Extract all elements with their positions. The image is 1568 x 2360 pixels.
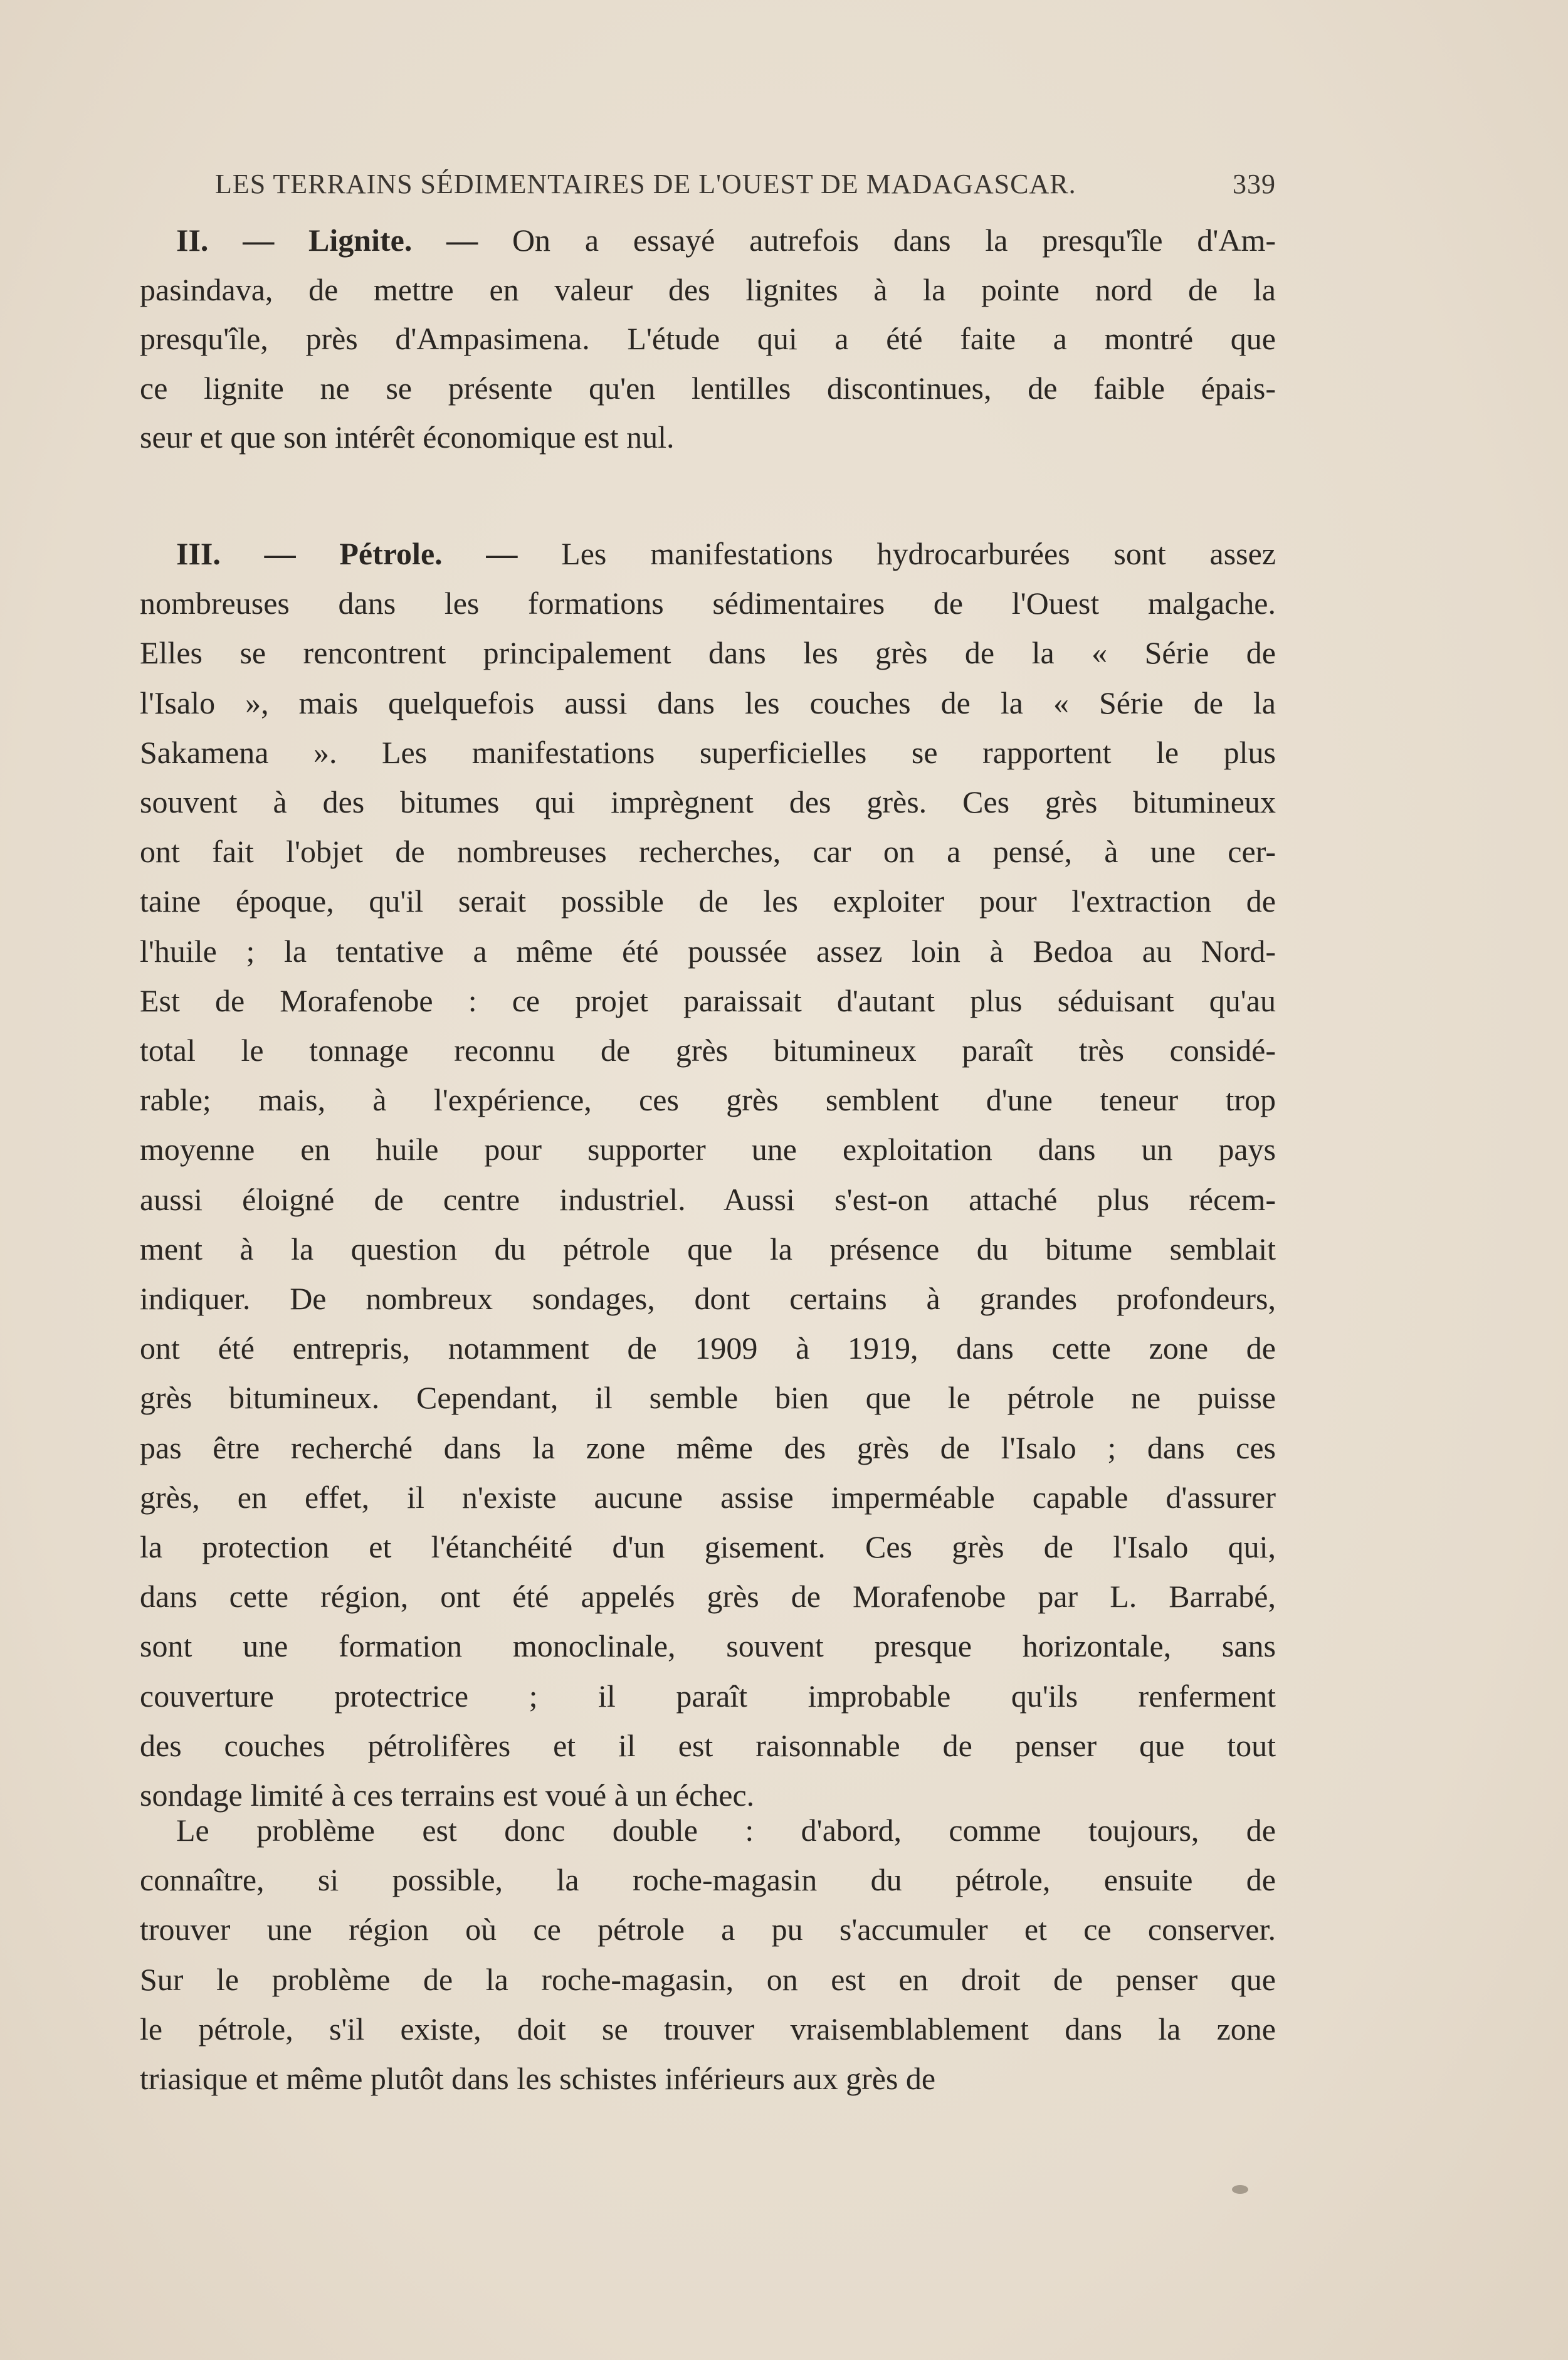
- line-content: [140, 681, 1276, 725]
- line-content: [176, 532, 1276, 576]
- line-text: grès, en effet, il n'existe aucune assise imperméable capable d'assurer: [140, 1479, 1276, 1515]
- text-line: [140, 1227, 1276, 1271]
- text-line: [140, 1475, 1276, 1519]
- line-content: [140, 1475, 1276, 1519]
- line-content: [140, 631, 1276, 675]
- text-line: [176, 218, 1276, 262]
- line-content: [176, 218, 1276, 262]
- line-text: triasique et même plutôt dans les schistes inférieurs aux grès de: [140, 2061, 936, 2096]
- text-line: [140, 2007, 1276, 2051]
- line-text: taine époque, qu'il serait possible de les exploiter pour l'extraction de: [140, 883, 1276, 919]
- line-content: [140, 1858, 1276, 1902]
- line-text: couverture protectrice ; il paraît improbable qu'ils renferment: [140, 1678, 1276, 1714]
- line-text: le pétrole, s'il existe, doit se trouver vraisemblablement dans la zone: [140, 2011, 1276, 2047]
- text-line: [140, 317, 1276, 361]
- line-content: [140, 1957, 1276, 2001]
- text-line: [140, 830, 1276, 873]
- text-line: [140, 929, 1276, 973]
- line-content: [140, 1624, 1276, 1668]
- line-text: aussi éloigné de centre industriel. Aussi s'est-on attaché plus récem-: [140, 1181, 1276, 1217]
- line-text: dans cette région, ont été appelés grès de Morafenobe par L. Barrabé,: [140, 1579, 1276, 1615]
- line-text: Les manifestations hydrocarburées sont assez: [561, 536, 1276, 571]
- line-content: [140, 415, 1276, 459]
- line-content: [140, 780, 1276, 824]
- text-line: [140, 1724, 1276, 1767]
- line-content: [140, 1525, 1276, 1569]
- text-line: [140, 1326, 1276, 1370]
- line-content: [140, 1574, 1276, 1618]
- line-text: ce lignite ne se présente qu'en lentilles discontinues, de faible épais-: [140, 370, 1276, 406]
- text-line: [140, 1957, 1276, 2001]
- text-line: [140, 1028, 1276, 1072]
- line-content: [140, 1326, 1276, 1370]
- text-line: [140, 1907, 1276, 1951]
- text-line: [140, 1127, 1276, 1171]
- line-content: [140, 2057, 1276, 2100]
- text-line: [140, 415, 1276, 459]
- line-text: l'huile ; la tentative a même été poussée assez loin à Bedoa au Nord-: [140, 933, 1276, 969]
- line-text: grès bitumineux. Cependant, il semble bien que le pétrole ne puisse: [140, 1380, 1276, 1416]
- running-title: LES TERRAINS SÉDIMENTAIRES DE L'OUEST DE MADAGASCAR.: [215, 169, 1076, 199]
- line-content: [140, 1724, 1276, 1767]
- text-line: [140, 1574, 1276, 1618]
- line-content: [140, 1078, 1276, 1122]
- ink-speck: [1232, 2185, 1248, 2194]
- line-text: Sur le problème de la roche-magasin, on est en droit de penser que: [140, 1961, 1276, 1997]
- text-line: [140, 979, 1276, 1023]
- text-line: [140, 268, 1276, 312]
- line-content: [140, 1426, 1276, 1470]
- text-line: [140, 681, 1276, 725]
- line-text: des couches pétrolifères et il est raisonnable de penser que tout: [140, 1727, 1276, 1763]
- section-heading: III. — Pétrole. —: [176, 536, 518, 571]
- line-text: seur et que son intérêt économique est nul.: [140, 419, 675, 455]
- text-line: [140, 730, 1276, 774]
- line-text: la protection et l'étanchéité d'un gisement. Ces grès de l'Isalo qui,: [140, 1529, 1276, 1564]
- line-content: [140, 730, 1276, 774]
- text-line: [176, 532, 1276, 576]
- text-line: [140, 1525, 1276, 1569]
- line-content: [140, 1028, 1276, 1072]
- line-text: pasindava, de mettre en valeur des lignites à la pointe nord de la: [140, 271, 1276, 307]
- line-content: [140, 1227, 1276, 1271]
- line-text: indiquer. De nombreux sondages, dont certains à grandes profondeurs,: [140, 1281, 1276, 1316]
- line-text: total le tonnage reconnu de grès bitumineux paraît très considé-: [140, 1033, 1276, 1068]
- line-text: Le problème est donc double : d'abord, comme toujours, de: [176, 1813, 1276, 1848]
- text-line: [140, 1858, 1276, 1902]
- line-content: [140, 1674, 1276, 1718]
- text-line: [140, 631, 1276, 675]
- text-line: [140, 1624, 1276, 1668]
- text-line: [176, 1808, 1276, 1852]
- text-line: [140, 780, 1276, 824]
- line-content: [140, 1177, 1276, 1221]
- line-text: moyenne en huile pour supporter une exploitation dans un pays: [140, 1132, 1276, 1167]
- line-content: [140, 366, 1276, 410]
- line-content: [140, 268, 1276, 312]
- line-text: connaître, si possible, la roche-magasin du pétrole, ensuite de: [140, 1862, 1276, 1898]
- text-line: [140, 581, 1276, 625]
- line-text: souvent à des bitumes qui imprègnent des grès. Ces grès bitumineux: [140, 784, 1276, 819]
- line-text: ment à la question du pétrole que la présence du bitume semblait: [140, 1231, 1276, 1267]
- line-content: [140, 1127, 1276, 1171]
- line-content: [140, 929, 1276, 973]
- text-line: [140, 1078, 1276, 1122]
- text-line: [140, 1177, 1276, 1221]
- text-line: [140, 1674, 1276, 1718]
- line-text: pas être recherché dans la zone même des grès de l'Isalo ; dans ces: [140, 1430, 1276, 1465]
- line-content: [140, 1907, 1276, 1951]
- line-content: [140, 581, 1276, 625]
- line-content: [140, 2007, 1276, 2051]
- line-text: l'Isalo », mais quelquefois aussi dans les couches de la « Série de la: [140, 685, 1276, 720]
- line-content: [140, 1277, 1276, 1320]
- line-text: Sakamena ». Les manifestations superficielles se rapportent le plus: [140, 734, 1276, 770]
- line-content: [140, 979, 1276, 1023]
- line-text: sont une formation monoclinale, souvent presque horizontale, sans: [140, 1628, 1276, 1664]
- text-line: [140, 366, 1276, 410]
- line-content: [140, 879, 1276, 923]
- line-text: Elles se rencontrent principalement dans les grès de la « Série de: [140, 635, 1276, 671]
- text-line: [140, 2057, 1276, 2100]
- line-text: sondage limité à ces terrains est voué à un échec.: [140, 1778, 755, 1813]
- text-line: [140, 879, 1276, 923]
- line-text: On a essayé autrefois dans la presqu'île d'Am-: [512, 223, 1276, 258]
- line-text: rable; mais, à l'expérience, ces grès semblent d'une teneur trop: [140, 1082, 1276, 1118]
- line-content: [140, 830, 1276, 873]
- text-line: [140, 1426, 1276, 1470]
- text-line: [140, 1277, 1276, 1320]
- line-text: nombreuses dans les formations sédimentaires de l'Ouest malgache.: [140, 586, 1276, 621]
- running-header: [215, 168, 1276, 206]
- line-content: [140, 317, 1276, 361]
- line-text: ont été entrepris, notamment de 1909 à 1919, dans cette zone de: [140, 1330, 1276, 1366]
- line-text: ont fait l'objet de nombreuses recherches, car on a pensé, à une cer-: [140, 834, 1276, 870]
- line-text: trouver une région où ce pétrole a pu s'accumuler et ce conserver.: [140, 1912, 1276, 1947]
- line-text: Est de Morafenobe : ce projet paraissait d'autant plus séduisant qu'au: [140, 982, 1276, 1018]
- line-content: [140, 1376, 1276, 1420]
- page-number: 339: [1233, 169, 1276, 199]
- line-content: [176, 1808, 1276, 1852]
- line-text: presqu'île, près d'Ampasimena. L'étude qui a été faite a montré que: [140, 321, 1276, 356]
- section-heading: II. — Lignite. —: [176, 223, 478, 258]
- text-line: [140, 1376, 1276, 1420]
